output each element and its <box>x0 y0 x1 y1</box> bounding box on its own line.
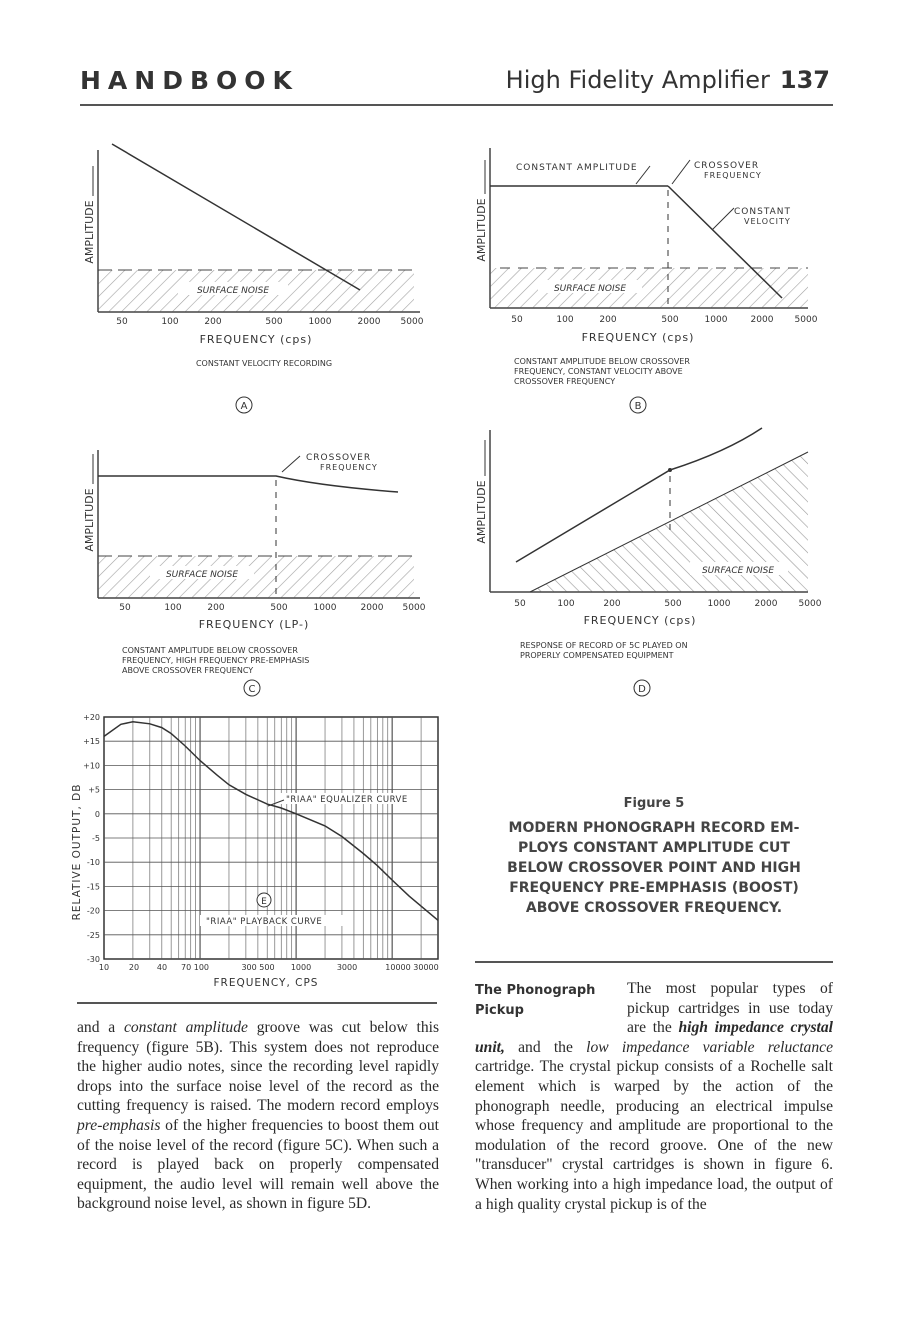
fig-d-tick: 5000 <box>798 599 822 609</box>
fig-d-ticks <box>514 599 821 609</box>
fig-a-caption: CONSTANT VELOCITY RECORDING <box>195 359 333 368</box>
fig-e-x-tick: 300 500 <box>241 963 275 972</box>
fig-e-y-tick: -10 <box>86 858 100 868</box>
fig-e-y-tick: +10 <box>83 761 100 771</box>
fig-c-tick: 50 <box>119 603 131 613</box>
figure-5-title: Figure 5 <box>623 796 685 811</box>
fig-b-leader-1 <box>636 166 650 184</box>
fig-e-x-tick: 3000 <box>336 963 358 972</box>
text-run: and a <box>77 1019 124 1036</box>
figure-5-caption-line: PLOYS CONSTANT AMPLITUDE CUT <box>518 840 790 856</box>
text-run: The most popular types of pickup cartridges in use today are the <box>627 980 833 1037</box>
fig-a-tick: 50 <box>116 317 128 327</box>
fig-e-letter: E <box>261 897 267 907</box>
fig-a-tick: 1000 <box>308 317 332 327</box>
fig-e-x-tick: 40 <box>156 963 168 972</box>
fig-c-leader <box>282 456 300 472</box>
fig-c-label-crossover-2: FREQUENCY <box>320 463 378 472</box>
fig-b-label-const-amp: CONSTANT AMPLITUDE <box>516 163 638 173</box>
fig-a-tick: 200 <box>204 317 222 327</box>
fig-b-ticks <box>511 315 817 325</box>
fig-d-tick: 200 <box>603 599 621 609</box>
fig-e-y-tick: -5 <box>92 834 100 843</box>
side-heading-line: The Phonograph <box>475 983 596 998</box>
fig-b-label-const-vel-1: CONSTANT <box>734 207 791 217</box>
fig-c-ticks <box>119 603 425 613</box>
text-run: and the <box>504 1038 587 1056</box>
fig-e-eq-label: "RIAA" EQUALIZER CURVE <box>286 795 408 805</box>
fig-c-caption-2: FREQUENCY, HIGH FREQUENCY PRE-EMPHASIS <box>122 656 310 665</box>
fig-e-x-tick: 10000 30000 <box>385 963 439 972</box>
fig-c-tick: 200 <box>207 603 225 613</box>
fig-b-tick: 200 <box>599 315 617 325</box>
figure-5a <box>83 144 424 413</box>
fig-e-y-tick: +15 <box>83 737 100 747</box>
fig-b-tick: 100 <box>556 315 574 325</box>
fig-b-leader-2 <box>672 160 690 184</box>
fig-e-y-tick: -25 <box>86 930 100 940</box>
figure-5-caption-line: ABOVE CROSSOVER FREQUENCY. <box>525 900 783 916</box>
fig-a-tick: 100 <box>161 317 179 327</box>
fig-e-y-ticks <box>83 713 100 964</box>
fig-e-pb-label: "RIAA" PLAYBACK CURVE <box>206 917 323 927</box>
fig-a-curve <box>112 144 360 290</box>
text-run: cartridge. The crystal pickup consists of a Rochelle salt element which is warped by the action of the phonograph needle, producing an electrical impulse whose frequency and amplitude are proportional to the modulation of the record groove. One of the new "transducer" crystal cartridges is shown in figure 6. When working into a high impedance load, the output of a high quality crystal pickup is of the <box>475 1058 833 1213</box>
fig-d-noise-label: SURFACE NOISE <box>701 566 775 576</box>
fig-a-tick: 2000 <box>357 317 381 327</box>
section-side-heading <box>475 981 627 1020</box>
right-column-rule <box>475 961 833 963</box>
fig-b-caption-3: CROSSOVER FREQUENCY <box>514 377 616 386</box>
fig-b-tick: 5000 <box>794 315 818 325</box>
fig-c-xlabel: FREQUENCY (LP-) <box>198 618 310 631</box>
fig-e-y-tick: -15 <box>86 882 100 892</box>
fig-a-noise-label: SURFACE NOISE <box>196 286 270 296</box>
fig-c-caption-1: CONSTANT AMPLITUDE BELOW CROSSOVER <box>122 646 298 655</box>
fig-b-tick: 500 <box>661 315 679 325</box>
fig-a-ticks <box>116 317 423 327</box>
fig-b-leader-3 <box>712 208 734 230</box>
text-run: of the higher frequencies to boost them out of the noise level of the record (figure 5C). When such a record is played back on properly compensated equipment, the audio level will remain well above the background noise level, as shown in figure 5D. <box>77 1116 439 1213</box>
right-column-text <box>475 979 833 1214</box>
fig-d-amplitude-label: AMPLITUDE <box>475 480 488 544</box>
running-head-title: High Fidelity Amplifier <box>505 66 770 94</box>
fig-c-noise-label: SURFACE NOISE <box>165 570 239 580</box>
fig-c-noise-band <box>98 556 414 598</box>
fig-d-tick: 50 <box>514 599 526 609</box>
fig-c-tick: 5000 <box>402 603 426 613</box>
fig-e-bottom-rule <box>77 1002 437 1004</box>
figure-5-caption <box>476 818 832 918</box>
fig-a-xlabel: FREQUENCY (cps) <box>199 333 313 346</box>
fig-d-caption-2: PROPERLY COMPENSATED EQUIPMENT <box>520 651 674 660</box>
fig-a-tick: 500 <box>265 317 283 327</box>
figure-5-caption-line: BELOW CROSSOVER POINT AND HIGH <box>507 860 801 876</box>
fig-d-caption-1: RESPONSE OF RECORD OF 5C PLAYED ON <box>520 641 688 650</box>
fig-e-y-tick: 0 <box>94 809 100 819</box>
fig-b-label-const-vel-2: VELOCITY <box>744 217 791 226</box>
fig-b-amplitude-label: AMPLITUDE <box>475 198 488 262</box>
text-emphasis: low impedance variable reluctance <box>586 1038 833 1056</box>
fig-e-y-tick: -30 <box>86 955 100 964</box>
fig-c-tick: 2000 <box>360 603 384 613</box>
fig-b-caption-1: CONSTANT AMPLITUDE BELOW CROSSOVER <box>514 357 690 366</box>
text-emphasis: high impedance crystal unit, <box>475 1019 833 1056</box>
fig-c-curve <box>98 476 398 492</box>
page-number: 137 <box>779 66 830 94</box>
fig-e-x-tick: 1000 <box>290 963 312 972</box>
fig-e-y-tick: +5 <box>88 785 100 795</box>
fig-d-crossover-dot <box>668 468 672 472</box>
fig-b-tick: 1000 <box>704 315 728 325</box>
fig-e-x-tick: 10 <box>98 963 110 972</box>
fig-e-x-tick: 70 100 <box>181 963 209 972</box>
fig-d-letter: D <box>638 684 646 695</box>
fig-d-tick: 500 <box>664 599 682 609</box>
figure-5-caption-line: MODERN PHONOGRAPH RECORD EM- <box>508 820 800 836</box>
fig-e-xlabel: FREQUENCY, CPS <box>213 977 319 989</box>
fig-e-x-tick: 20 <box>128 963 140 972</box>
fig-b-caption-2: FREQUENCY, CONSTANT VELOCITY ABOVE <box>514 367 683 376</box>
fig-c-tick: 500 <box>270 603 288 613</box>
figure-5d <box>475 428 822 696</box>
fig-b-label-crossover-1: CROSSOVER <box>694 161 760 171</box>
figure-5e <box>71 713 439 989</box>
figure-5b <box>475 148 818 413</box>
fig-d-tick: 2000 <box>754 599 778 609</box>
fig-b-tick: 50 <box>511 315 523 325</box>
fig-a-letter: A <box>240 401 248 412</box>
fig-d-tick: 1000 <box>707 599 731 609</box>
fig-e-y-tick: +20 <box>83 713 100 722</box>
fig-e-x-ticks <box>99 963 439 972</box>
fig-e-y-tick: -20 <box>86 906 100 916</box>
fig-b-noise-label: SURFACE NOISE <box>553 284 627 294</box>
fig-d-tick: 100 <box>557 599 575 609</box>
left-column-text <box>77 1018 439 1214</box>
fig-c-letter: C <box>248 684 256 695</box>
figure-5-caption-line: FREQUENCY PRE-EMPHASIS (BOOST) <box>509 880 799 896</box>
fig-b-xlabel: FREQUENCY (cps) <box>581 331 695 344</box>
fig-c-caption-3: ABOVE CROSSOVER FREQUENCY <box>122 666 254 675</box>
fig-c-tick: 100 <box>164 603 182 613</box>
figure-5c <box>83 450 426 696</box>
fig-c-amplitude-label: AMPLITUDE <box>83 488 96 552</box>
fig-b-label-crossover-2: FREQUENCY <box>704 171 762 180</box>
fig-c-tick: 1000 <box>313 603 337 613</box>
text-emphasis: pre-emphasis <box>77 1116 161 1134</box>
text-emphasis: constant amplitude <box>123 1019 248 1036</box>
fig-a-tick: 5000 <box>400 317 424 327</box>
text-run: groove was cut below this frequency (figure 5B). This system does not reproduce the higher audio notes, since the recording level rapidly drops into the surface noise level of the record as the cutting frequency is raised. The modern record employs <box>77 1019 440 1115</box>
fig-d-xlabel: FREQUENCY (cps) <box>583 614 697 627</box>
fig-b-tick: 2000 <box>750 315 774 325</box>
fig-b-letter: B <box>634 401 642 412</box>
fig-c-label-crossover-1: CROSSOVER <box>306 453 372 463</box>
fig-b-noise-band <box>490 268 808 308</box>
running-head-left: HANDBOOK <box>80 66 299 95</box>
side-heading-line: Pickup <box>475 1002 524 1018</box>
fig-e-ylabel: RELATIVE OUTPUT, DB <box>71 783 83 921</box>
fig-a-amplitude-label: AMPLITUDE <box>83 200 96 264</box>
